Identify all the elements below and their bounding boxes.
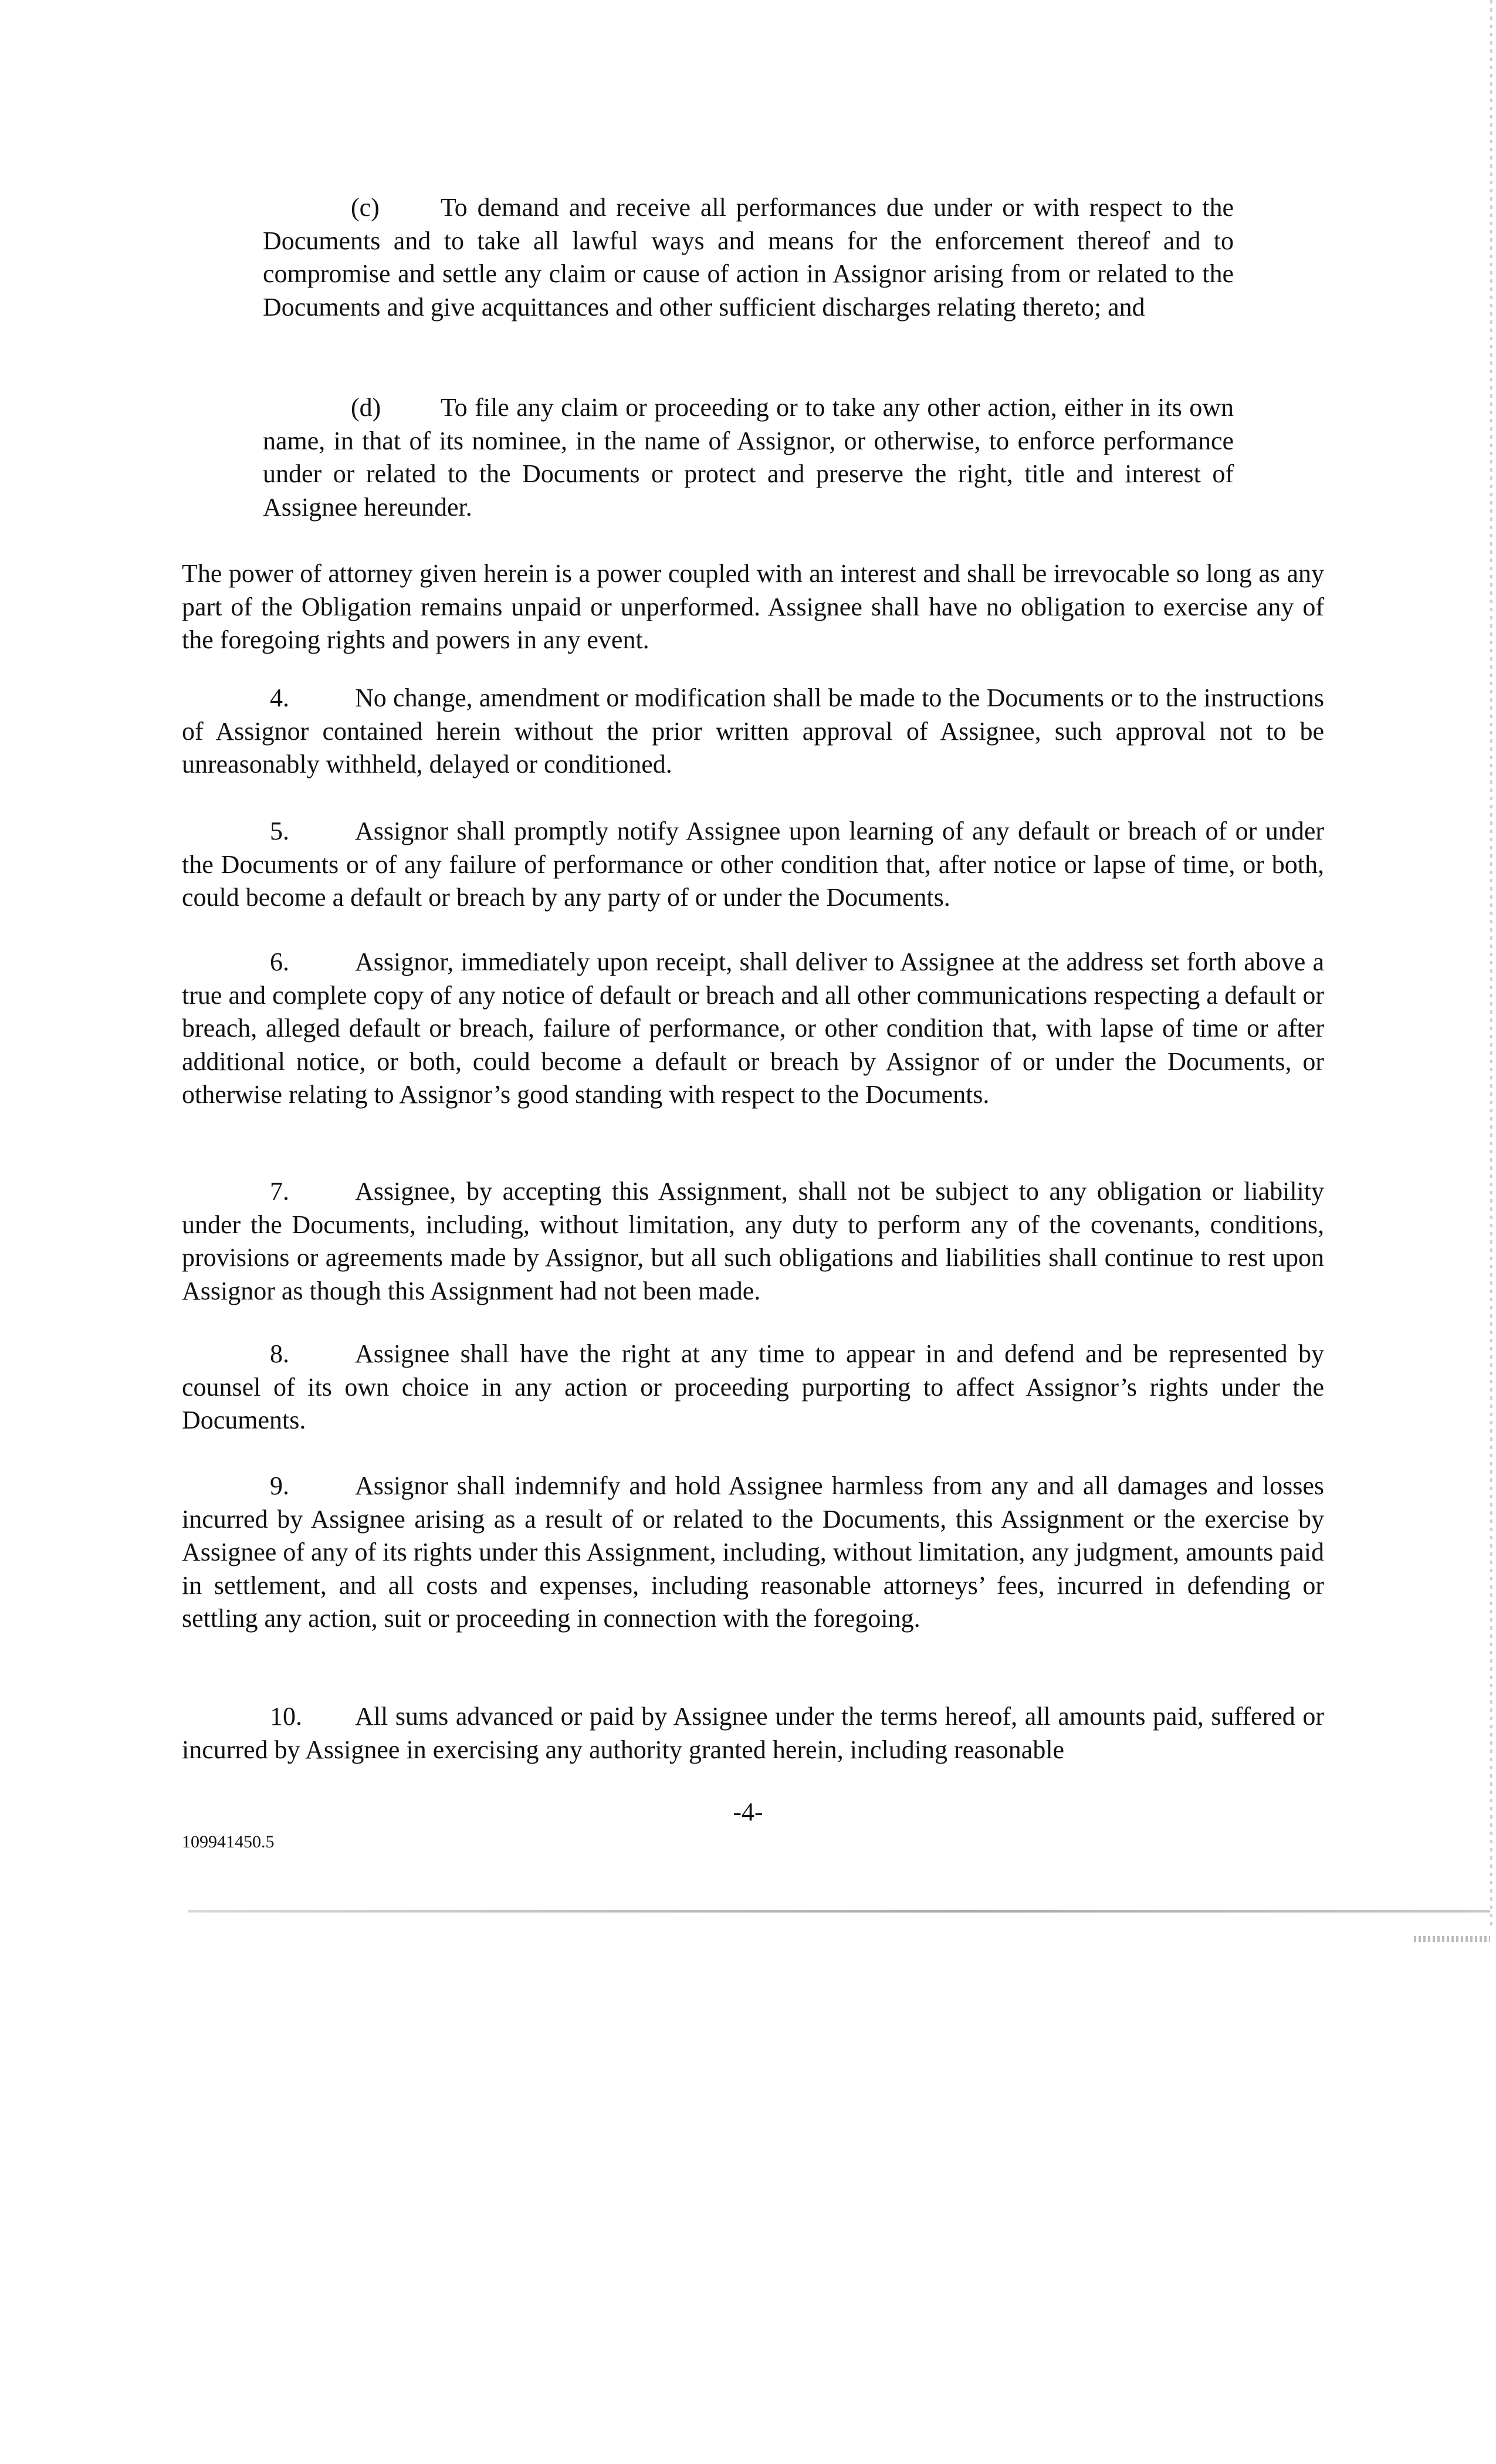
paragraph-number: 5. (270, 817, 289, 845)
page-number: -4- (733, 1798, 763, 1826)
paragraph-number: 4. (270, 683, 289, 712)
paragraph-d (263, 391, 1234, 524)
paragraph-number: 8. (270, 1339, 289, 1368)
paragraph-7 (182, 1175, 1324, 1308)
paragraph-text: The power of attorney given herein is a power coupled with an interest and shall be irrevocable so long as any part of the Obligation remains unpaid or unperformed. Assignee shall have no obligation to exercise any of the foregoing rights and powers in any event. (182, 559, 1324, 654)
paragraph-text: To file any claim or proceeding or to take any other action, either in its own name, in that of its nominee, in the name of Assignor, or otherwise, to enforce performance under or related to the Documents or protect and preserve the right, title and interest of Assignee hereunder. (263, 393, 1234, 522)
paragraph-text: Assignor shall indemnify and hold Assignee harmless from any and all damages and losses incurred by Assignee arising as a result of or related to the Documents, this Assignment or the exercise by Assignee of any of its rights under this Assignment, including, without limitation, any judgment, amounts paid in settlement, and all costs and expenses, including reasonable attorneys’ fees, incurred in defending or settling any action, suit or proceeding in connection with the foregoing. (182, 1471, 1324, 1633)
document-id: 109941450.5 (182, 1832, 275, 1852)
paragraph-c (263, 191, 1234, 324)
paragraph-number: 7. (270, 1177, 289, 1206)
paragraph-power-of-attorney (182, 557, 1324, 657)
paragraph-number: 6. (270, 947, 289, 976)
paragraph-text: All sums advanced or paid by Assignee under the terms hereof, all amounts paid, suffered or incurred by Assignee in exercising any authority granted herein, including reasonable (182, 1702, 1324, 1764)
scan-artifact-dots (1414, 1936, 1490, 1942)
paragraph-number: 9. (270, 1471, 289, 1500)
scan-artifact-line (188, 1910, 1490, 1913)
paragraph-text: Assignee, by accepting this Assignment, shall not be subject to any obligation or liability under the Documents, including, without limitation, any duty to perform any of the covenants, conditions, provisions or agreements made by Assignor, but all such obligations and liabilities shall continue to rest upon Assignor as though this Assignment had not been made. (182, 1177, 1324, 1305)
paragraph-number: 10. (270, 1702, 302, 1731)
paragraph-10 (182, 1700, 1324, 1766)
paragraph-9 (182, 1470, 1324, 1636)
paragraph-4 (182, 682, 1324, 781)
paragraph-label: (d) (351, 393, 381, 422)
paragraph-text: Assignee shall have the right at any time to appear in and defend and be represented by counsel of its own choice in any action or proceeding purporting to affect Assignor’s rights under the Documents. (182, 1339, 1324, 1434)
paragraph-8 (182, 1338, 1324, 1437)
paragraph-6 (182, 946, 1324, 1112)
paragraph-text: Assignor shall promptly notify Assignee upon learning of any default or breach of or under the Documents or of any failure of performance or other condition that, after notice or lapse of time, or both, could become a default or breach by any party of or under the Documents. (182, 817, 1324, 912)
paragraph-text: Assignor, immediately upon receipt, shall deliver to Assignee at the address set forth above a true and complete copy of any notice of default or breach and all other communications respecting a default or breach, alleged default or breach, failure of performance, or other condition that, with lapse of time or after additional notice, or both, could become a default or breach by Assignor of or under the Documents, or otherwise relating to Assignor’s good standing with respect to the Documents. (182, 947, 1324, 1109)
paragraph-5 (182, 815, 1324, 915)
scan-edge-mark (1490, 0, 1492, 1930)
paragraph-label: (c) (351, 193, 380, 222)
paragraph-text: No change, amendment or modification shall be made to the Documents or to the instructions of Assignor contained herein without the prior written approval of Assignee, such approval not to be unreasonably withheld, delayed or conditioned. (182, 683, 1324, 779)
paragraph-text: To demand and receive all performances due under or with respect to the Documents and to take all lawful ways and means for the enforcement thereof and to compromise and settle any claim or cause of action in Assignor arising from or related to the Documents and give acquittances and other sufficient discharges relating thereto; and (263, 193, 1234, 321)
